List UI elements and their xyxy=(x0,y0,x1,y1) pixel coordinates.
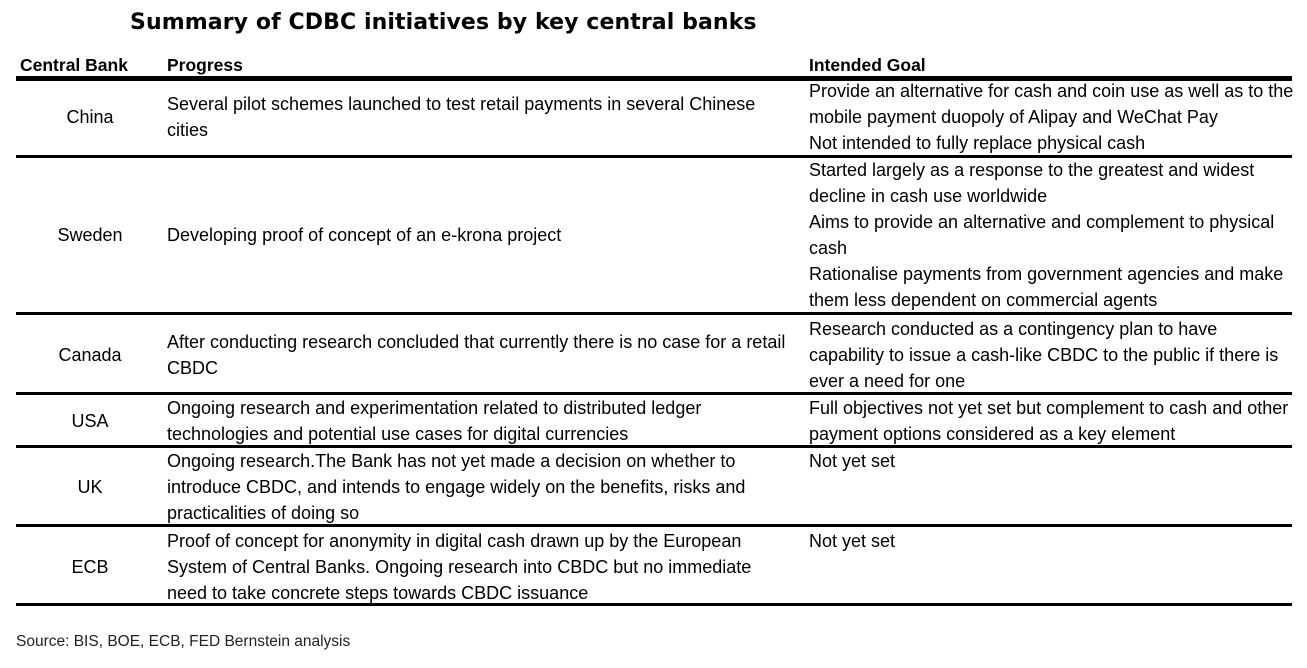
progress-cell xyxy=(167,222,792,248)
progress-cell xyxy=(167,329,792,381)
goal-text: Research conducted as a contingency plan to have capability to issue a cash-like CBDC to the public if there is ever a need for one xyxy=(809,319,1279,391)
goal-cell xyxy=(809,528,1294,554)
row-divider xyxy=(16,603,1292,606)
source-note: Source: BIS, BOE, ECB, FED Bernstein analysis xyxy=(16,633,351,650)
progress-text: After conducting research concluded that currently there is no case for a retail CBDC xyxy=(167,332,786,378)
goal-cell xyxy=(809,157,1294,313)
goal-cell xyxy=(809,316,1294,394)
progress-cell xyxy=(167,395,792,447)
goal-text: Rationalise payments from government agencies and make them less dependent on commercial agents xyxy=(809,264,1284,310)
progress-text: Developing proof of concept of an e-krona project xyxy=(167,225,562,245)
progress-text: Several pilot schemes launched to test retail payments in several Chinese cities xyxy=(167,94,756,140)
progress-text: Proof of concept for anonymity in digital cash drawn up by the European System of Central Banks. Ongoing research into CBDC but no immediate need to take concrete steps towards CBDC issuance xyxy=(167,531,752,603)
progress-cell xyxy=(167,91,792,143)
bank-name: ECB xyxy=(71,557,109,577)
bank-name: China xyxy=(66,107,114,127)
goal-cell xyxy=(809,395,1294,447)
goal-text: Not yet set xyxy=(809,451,896,471)
goal-text: Not intended to fully replace physical cash xyxy=(809,133,1146,153)
goal-text: Not yet set xyxy=(809,531,896,551)
row-divider xyxy=(16,312,1292,315)
bank-name: USA xyxy=(71,411,109,431)
goal-cell xyxy=(809,448,1294,474)
bank-name: Canada xyxy=(58,345,122,365)
column-header-progress: Progress xyxy=(167,55,243,75)
progress-cell xyxy=(167,528,792,606)
row-divider xyxy=(16,524,1292,527)
goal-cell xyxy=(809,78,1294,156)
page-title: Summary of CDBC initiatives by key central banks xyxy=(130,10,757,35)
bank-name: UK xyxy=(77,477,103,497)
goal-text: Aims to provide an alternative and complement to physical cash xyxy=(809,212,1275,258)
column-header-intended-goal: Intended Goal xyxy=(809,55,926,75)
column-header-central-bank: Central Bank xyxy=(20,55,128,75)
bank-name: Sweden xyxy=(57,225,123,245)
progress-text: Ongoing research and experimentation related to distributed ledger technologies and potential use cases for digital currencies xyxy=(167,398,702,444)
progress-text: Ongoing research.The Bank has not yet made a decision on whether to introduce CBDC, and intends to engage widely on the benefits, risks and practicalities of doing so xyxy=(167,451,746,523)
goal-text: Provide an alternative for cash and coin use as well as to the mobile payment duopoly of Alipay and WeChat Pay xyxy=(809,81,1294,127)
progress-cell xyxy=(167,448,792,526)
goal-text: Full objectives not yet set but complement to cash and other payment options considered as a key element xyxy=(809,398,1289,444)
goal-text: Started largely as a response to the greatest and widest decline in cash use worldwide xyxy=(809,160,1255,206)
